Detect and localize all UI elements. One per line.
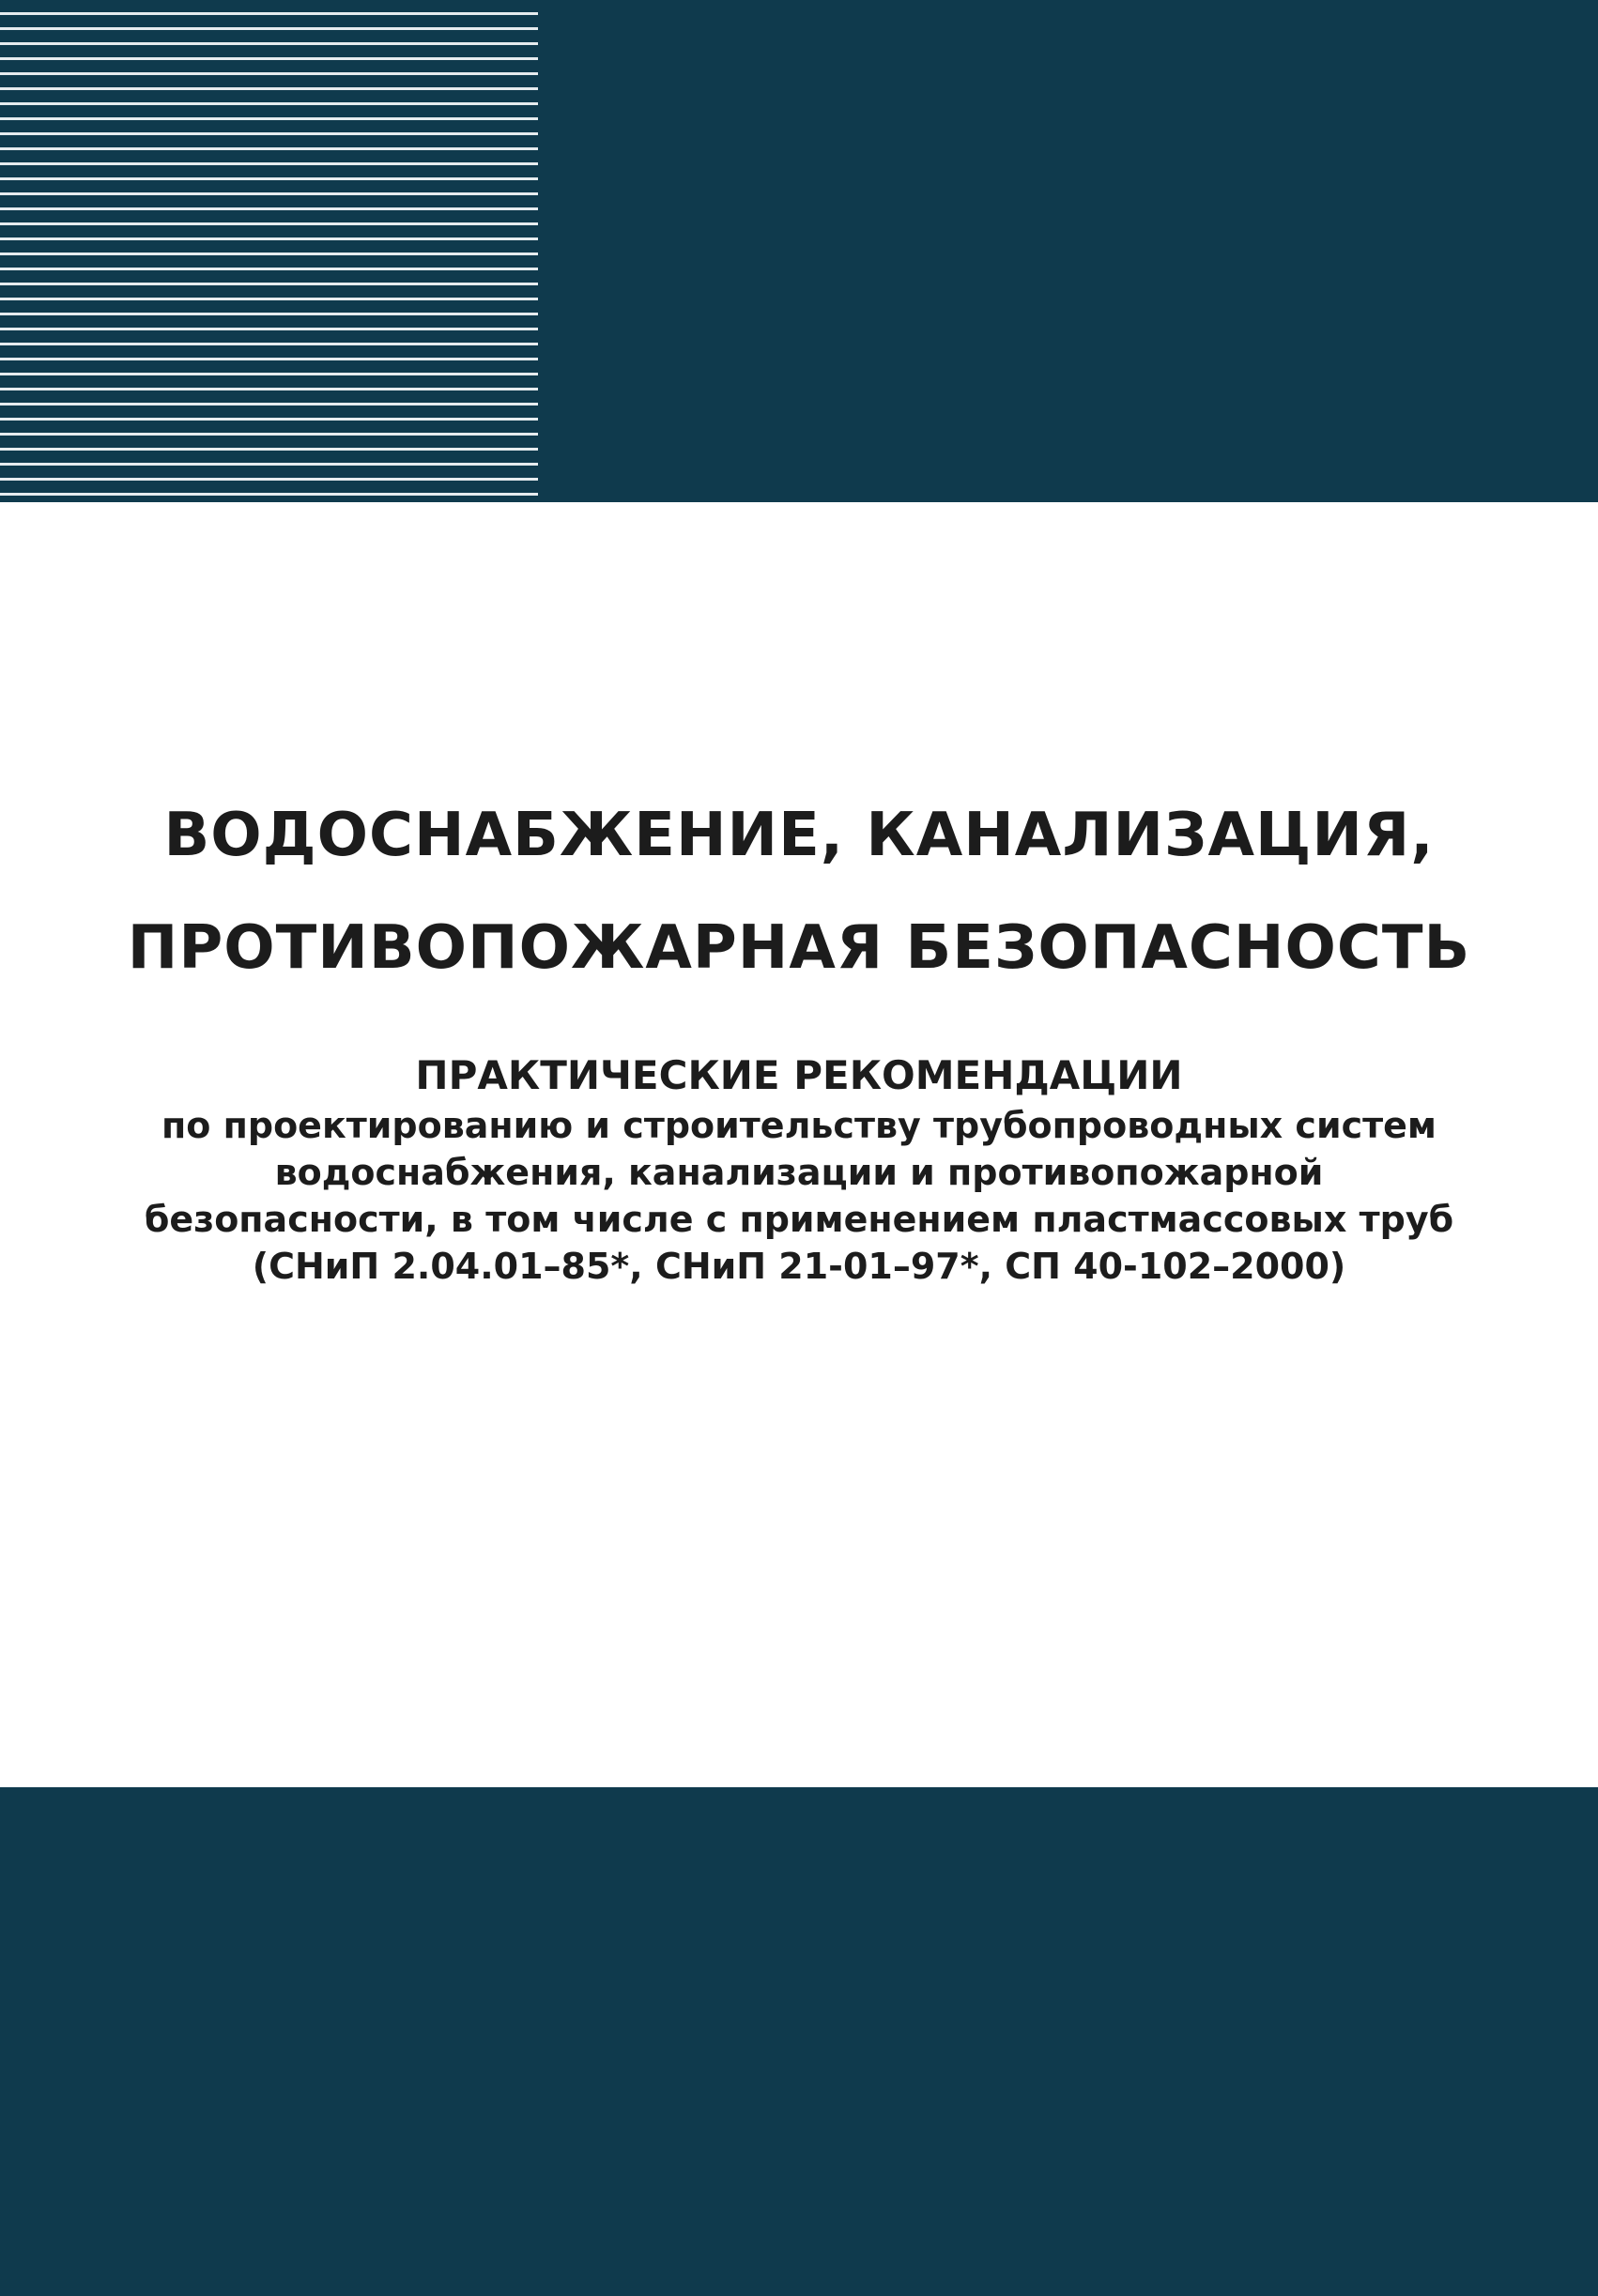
subtitle-line-2: водоснабжения, канализации и противопожарной <box>274 1152 1324 1193</box>
subtitle-line-3: безопасности, в том числе с применением пластмассовых труб <box>144 1199 1454 1240</box>
title-block <box>0 779 1598 1290</box>
striped-pattern <box>0 0 538 502</box>
main-title-line-2: ПРОТИВОПОЖАРНАЯ БЕЗОПАСНОСТЬ <box>127 913 1471 983</box>
top-color-band <box>0 0 1598 502</box>
subtitle-line-1: по проектированию и строительству трубопроводных систем <box>161 1105 1437 1146</box>
main-title <box>0 779 1598 1004</box>
subtitle-line-4: (СНиП 2.04.01–85*, СНиП 21-01–97*, СП 40-102–2000) <box>252 1246 1346 1287</box>
subtitle-body <box>0 1102 1598 1290</box>
bottom-color-band <box>0 1787 1598 2296</box>
main-title-line-1: ВОДОСНАБЖЕНИЕ, КАНАЛИЗАЦИЯ, <box>163 801 1435 870</box>
subtitle-heading: ПРАКТИЧЕСКИЕ РЕКОМЕНДАЦИИ <box>415 1052 1183 1098</box>
